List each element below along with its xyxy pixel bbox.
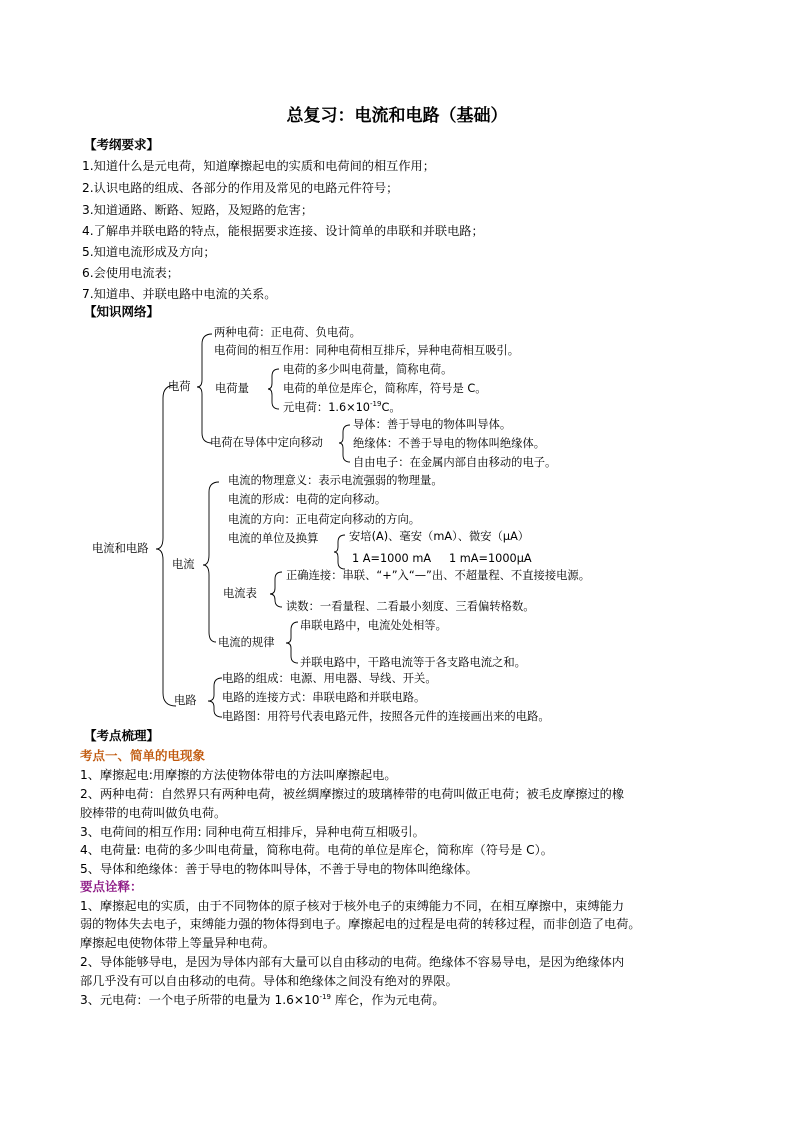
body-line: 2、导体能够导电，是因为导体内部有大量可以自由移动的电荷。绝缘体不容易导电，是因为绝缘体内 [80, 955, 625, 969]
tree-leaf: 正确连接：串联、“+”入“—”出、不超量程、不直接接电源。 [286, 569, 591, 582]
tree-leaf: 1 A=1000 mA 1 mA=1000μA [352, 552, 532, 565]
tree-leaf: 绝缘体：不善于导电的物体叫绝缘体。 [353, 437, 546, 450]
tree-leaf: 电流的物理意义：表示电流强弱的物理量。 [228, 474, 443, 487]
tree-leaf: 电路的连接方式：串联电路和并联电路。 [222, 691, 426, 704]
tree-node-charge: 电荷 [168, 380, 191, 393]
tree-leaf: 读数：一看量程、二看最小刻度、三看偏转格数。 [286, 600, 535, 613]
body-line: 2、两种电荷：自然界只有两种电荷，被丝绸摩擦过的玻璃棒带的电荷叫做正电荷；被毛皮摩擦过的橡 [80, 787, 625, 801]
brace-move [339, 425, 350, 462]
brace-root [156, 385, 176, 706]
tree-leaf: 并联电路中，干路电流等于各支路电流之和。 [300, 656, 526, 669]
brace-circuit [208, 678, 222, 717]
tree-root-label: 电流和电路 [92, 542, 149, 555]
brace-ammeter [270, 572, 282, 607]
section-heading-knowledge-network: 【知识网络】 [84, 304, 160, 319]
tree-leaf: 自由电子：在金属内部自由移动的电子。 [353, 456, 557, 469]
body-line: 1、摩擦起电的实质，由于不同物体的原子核对于核外电子的束缚能力不同，在相互摩擦中，束缚能力 [80, 899, 625, 913]
body-line: 胶棒带的电荷叫做负电荷。 [80, 806, 227, 820]
body-line: 摩擦起电使物体带上等量异种电荷。 [80, 936, 275, 950]
page-title: 总复习：电流和电路（基础） [286, 106, 508, 126]
body-line: 弱的物体失去电子，束缚能力强的物体得到电子。摩擦起电的过程是电荷的转移过程，而非创造了电荷。 [80, 917, 641, 931]
body-line-elementary-charge: 3、元电荷：一个电子所带的电量为 $1.6\times 10^{-19}$ 库仑，作为元电荷。 [80, 993, 445, 1007]
tree-node-current: 电流 [172, 558, 195, 571]
requirement-line: 6.会使用电流表； [82, 266, 179, 280]
tree-leaf-elementary-charge: 元电荷：$1.6\times 10^{-19}C$。 [283, 400, 401, 414]
body-line: 部几乎没有可以自由移动的电荷。导体和绝缘体之间没有绝对的界限。 [80, 974, 458, 988]
requirement-line: 4.了解串并联电路的特点，能根据要求连接、设计简单的串联和并联电路； [82, 224, 484, 238]
tree-leaf: 安培(A)、毫安（mA）、微安（μA） [349, 530, 530, 543]
section-heading-requirements: 【考纲要求】 [84, 137, 160, 152]
tree-leaf: 电荷间的相互作用：同种电荷相互排斥，异种电荷相互吸引。 [214, 344, 520, 357]
body-line: 3、电荷间的相互作用: 同种电荷互相排斥，异种电荷互相吸引。 [80, 825, 425, 839]
brace-units [334, 535, 345, 569]
tree-leaf: 电荷的单位是库仑，简称库，符号是 C。 [283, 382, 487, 395]
tree-leaf: 两种电荷：正电荷、负电荷。 [214, 326, 361, 339]
explanation-heading: 要点诠释： [80, 879, 143, 894]
body-line: 1、摩擦起电:用摩擦的方法使物体带电的方法叫摩擦起电。 [80, 768, 397, 782]
tree-node-ammeter: 电流表 [223, 587, 257, 600]
brace-law [286, 622, 298, 663]
tree-leaf: 电流的形成：电荷的定向移动。 [228, 493, 387, 506]
body-line: 5、导体和绝缘体：善于导电的物体叫导体，不善于导电的物体叫绝缘体。 [80, 862, 478, 876]
tree-leaf: 串联电路中，电流处处相等。 [300, 619, 447, 632]
tree-node-move: 电荷在导体中定向移动 [210, 436, 323, 449]
brace-current [203, 482, 219, 642]
tree-leaf: 电荷的多少叫电荷量，简称电荷。 [283, 363, 453, 376]
section-heading-key-points: 【考点梳理】 [84, 728, 160, 743]
tree-leaf: 导体：善于导电的物体叫导体。 [353, 418, 512, 431]
tree-leaf: 电路图：用符号代表电路元件，按照各元件的连接画出来的电路。 [222, 710, 550, 723]
requirement-line: 2.认识电路的组成、各部分的作用及常见的电路元件符号； [82, 181, 399, 195]
brace-charge [197, 334, 212, 443]
tree-node-circuit: 电路 [174, 694, 197, 707]
brace-quantity [268, 369, 279, 409]
tree-node-quantity: 电荷量 [215, 382, 249, 395]
tree-leaf: 电路的组成：电源、用电器、导线、开关。 [222, 672, 437, 685]
requirement-line: 1.知道什么是元电荷，知道摩擦起电的实质和电荷间的相互作用； [82, 159, 435, 173]
tree-leaf: 电流的方向：正电荷定向移动的方向。 [228, 513, 421, 526]
requirement-line: 5.知道电流形成及方向； [82, 245, 216, 259]
key-point-heading: 考点一、简单的电现象 [80, 748, 206, 763]
requirement-line: 7.知道串、并联电路中电流的关系。 [82, 287, 277, 301]
requirement-line: 3.知道通路、断路、短路，及短路的危害； [82, 203, 314, 217]
tree-node-units: 电流的单位及换算 [228, 532, 319, 545]
body-line: 4、电荷量: 电荷的多少叫电荷量，简称电荷。电荷的单位是库仑，简称库（符号是 C）。 [80, 843, 553, 857]
tree-node-law: 电流的规律 [218, 636, 275, 649]
